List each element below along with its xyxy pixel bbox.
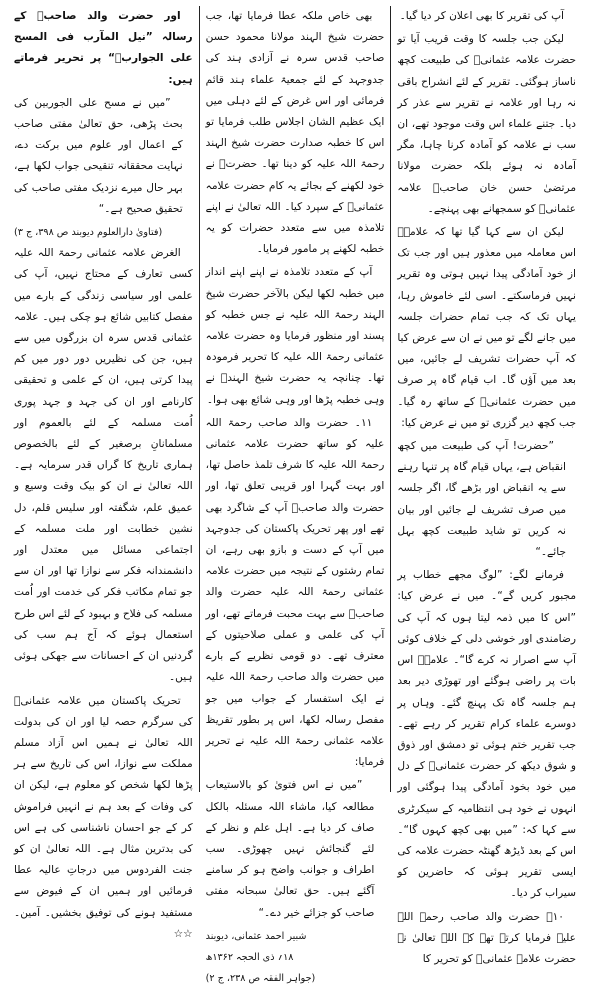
quotation: ”حضرت! آپ کی طبیعت میں کچھ انقباض ہے، یہاں قیام گاہ پر تنہا رہنے سے یہ انقباض اور بڑھے گا، اگر جلسہ میں صرف تشریف لے جائیں اور بیان نہ کریں تو شاید طبیعت کچھ بہل جائے۔“ — [397, 440, 566, 559]
paragraph: بھی خاص ملکہ عطا فرمایا تھا، جب حضرت شیخ الہند مولانا محمود حسن صاحب قدس سرہ نے آزادی ہند کی جدوجہد کے لئے جمعیۃ علماء ہند قائم فرمائی اور اس غرض کے لئے دہلی میں ایک عظیم الشان اجلاس طلب فرمایا تو اس کا خطبہ صدارت حضرت شیخ الہند رحمۃ اللہ علیہ کو دینا تھا۔ حضرتؒ نے خود لکھنے کے بجائے یہ کام حضرت علامہ عثمانیؒ کے سپرد کیا۔ اللہ تعالیٰ نے اپنے تلامذہ میں سے متعدد حضرات کو یہ خطبہ لکھنے پر مامور فرمایا۔ — [205, 10, 385, 256]
paragraph: لیکن جب جلسہ کا وقت قریب آیا تو حضرت علامہ عثمانیؒ کی طبیعت کچھ ناساز ہوگئی۔ تقریر کے لئے انشراح باقی نہ رہا اور علامہ نے تقریر سے عذر کر دیا۔ جتنے علماء اس وقت موجود تھے، ان سب نے علامہ کو آمادہ کرنا چاہا، مگر آمادہ نہ ہوئے بلکہ حضرت مولانا مرتضیٰ حسن خان صاحبؒ علامہ عثمانیؒ کو سمجھانے بھی پہنچے۔ — [397, 33, 576, 215]
column-right — [391, 6, 582, 965]
column-middle — [200, 6, 392, 985]
column-left — [8, 6, 200, 940]
quotation: ”میں نے مسح علی الجوربین کی بحث پڑھی، حق تعالیٰ مفتی صاحب کے اعمال اور علوم میں برکت دے، نہایت محققانہ تنقیحی جواب لکھا ہے، بہر حال میرے نزدیک مفتی صاحب کی تحقیق صحیح ہے۔“ — [13, 96, 183, 215]
paragraph: الغرض علامہ عثمانی رحمۃ اللہ علیہ کسی تعارف کے محتاج نہیں، آپ کی علمی اور سیاسی زندگی کے بارے میں مفصل کتابیں شائع ہو چکی ہیں۔ علامہ عثمانی قدس سرہ ان بزرگوں میں سے ہیں، جن کی نظیریں دور دور میں کم پیدا کرتی ہیں، ان کے علمی و تحقیقی کارنامے اور ان کی جہد و جہد پوری اُمت مسلمہ کے لئے بالعموم اور مسلمانانِ برصغیر کے لئے بالخصوص ہماری تاریخ کا گراں قدر سرمایہ ہے۔ اللہ تعالیٰ نے ان کو بیک وقت وسیع و عمیق علم، شگفتہ اور سلیس قلم، دل نشین خطابت اور ملت مسلمہ کے اجتماعی مسائل میں معتدل اور دانشمندانہ فکر سے نوازا تھا اور ان سے جو تمام مکاتب فکر کی خدمت اور اُمت مسلمہ کی فلاح و بہبود کے لئے اس طرح استعمال ہوئے کہ آج ہم سب کی گردنیں ان کے احسانات سے جھکی ہوئی ہیں۔ — [13, 247, 193, 684]
paragraph: آپ کی تقریر کا بھی اعلان کر دیا گیا۔ — [399, 10, 564, 22]
paragraph: آپ کے متعدد تلامذہ نے اپنے اپنے انداز میں خطبہ لکھا لیکن بالآخر حضرت شیخ الہند رحمۃ اللہ علیہ نے جس خطبہ کو پسند اور منظور فرمایا وہ حضرت علامہ عثمانی رحمۃ اللہ علیہ کا تحریر فرمودہ تھا۔ چنانچہ یہ حضرت شیخ الہندؒ نے وہی خطبہ پڑھا اور وہی شائع بھی ہوا۔ — [205, 266, 385, 406]
paragraph: تحریک پاکستان میں علامہ عثمانیؒ کی سرگرم حصہ لیا اور ان کی بدولت اللہ تعالیٰ نے ہمیں اس آزاد مسلم مملکت سے نوازا، اس کی تاریخ سے ہر پڑھا لکھا شخص کو معلوم ہے، لیکن ان کی وفات کے بعد ہم نے انہیں فراموش کر کے جو احسان ناشناسی کی ہے اس کی بدترین مثال ہے۔ اللہ تعالیٰ ان کو جنت الفردوس میں درجاتِ عالیہ عطا فرمائیں اور ہمیں ان کے فیوض سے مستفید ہونے کی توفیق بخشیں۔ آمین۔ ☆☆ — [13, 694, 193, 940]
intro-line: اور حضرت والد صاحبؒ کے رسالہ ”نیل المآرب فی المسح علی الجواربؒ“ پر تحریر فرماتے ہیں: — [13, 10, 193, 86]
paragraph: فرمانے لگے: ”لوگ مجھے خطاب پر مجبور کریں گے“۔ میں نے عرض کیا: ”اس کا میں ذمہ لیتا ہوں کہ آپ کی رضامندی اور خوشی دلی کے خلاف کوئی آپ سے اصرار نہ کرے گا“۔ علامہؒ اس بات پر راضی ہوگئے اور تھوڑی دیر بعد ہم جلسہ گاہ تک پہنچ گئے۔ وہاں پر دوسرے علماء کرام تقریر کر رہے تھے۔ جب تقریر ختم ہوئی تو دمشق اور ذوق و شوق دیکھ کر حضرت عثمانیؒ کے دل میں خود بخود آمادگی پیدا ہوگئی اور انہوں نے خود ہی انتظامیہ کے سیکرٹری سے کہا کہ: ”میں بھی کچھ کہوں گا“۔ اس کے بعد ڈیڑھ گھنٹہ حضرت علامہ کی ایسی تقریر ہوئی کہ حاضرین کو سیراب کر دیا۔ — [397, 569, 576, 900]
citation: (فتاویٰ دارالعلوم دیوبند ص ۳۹۸، ج ۳) — [13, 227, 163, 239]
paragraph: لیکن ان سے کہا گیا تھا کہ علامہؒ اس معاملہ میں معذور ہیں اور جب تک از خود آمادگی پیدا نہیں ہوتی وہ تقریر نہیں فرماسکتے۔ اسی لئے خاموش رہا، یہاں تک کہ جب تمام حضرات جلسہ میں جانے لگے تو میں نے ان سے عرض کیا کہ آپ حضرات تشریف لے جائیں، میں بعد میں آؤں گا۔ اب قیام گاہ پر صرف میں حضرت عثمانیؒ کے ساتھ رہ گیا۔ جب کچھ دیر گزری تو میں نے عرض کیا: — [397, 226, 576, 429]
quotation: ”میں نے اس فتویٰ کو بالاستیعاب مطالعہ کیا، ماشاء اللہ مسئلہ بالکل صاف کر دیا ہے۔ اہل علم و نظر کے لئے گنجائش نہیں چھوڑی۔ سب اطراف و جوانب واضح ہو کر سامنے آگئے ہیں۔ حق تعالیٰ سبحانہ مفتی صاحب کو جزائے خیر دے۔“ — [205, 779, 375, 919]
signature-line: شبیر احمد عثمانی، دیوبند — [205, 930, 307, 942]
paragraph: ۱۰۔ حضرت والد صاحب رحمۃ اللہ علیہ فرمایا کرتے تھے کہ اللہ تعالیٰ نے حضرت علامہ عثمانیؒ کو تحریر کا — [397, 910, 576, 965]
date-line: ۱۸؍ ذی الحجہ ۱۳۶۲ھ — [205, 951, 294, 963]
paragraph: ۱۱۔ حضرت والد صاحب رحمۃ اللہ علیہ کو ساتھ حضرت علامہ عثمانی رحمۃ اللہ علیہ کا شرف تلمذ حاصل تھا، اور بہت گہرا اور قریبی تعلق تھا، اور حضرت والد صاحبؒ آپ کے شاگرد بھی تھے اور پھر تحریک پاکستان کی جدوجہد میں آپ کے دست و بازو بھی رہے، ان تمام رشتوں کے نتیجہ میں حضرت علامہ عثمانی رحمۃ اللہ علیہ حضرت والد صاحبؒ سے بہت محبت فرماتے تھے، اور آپ کی علمی و عملی صلاحیتوں کے معترف تھے۔ دو قومی نظریے کے بارے میں حضرت والد صاحب رحمۃ اللہ علیہ نے ایک استفسار کے جواب میں جو مفصل رسالہ لکھا، اس پر بطور تقریظ علامہ عثمانی رحمۃ اللہ علیہ نے تحریر فرمایا: — [205, 416, 385, 769]
citation: (جواہر الفقہ ص ۲۳۸، ج ۲) — [205, 973, 316, 985]
